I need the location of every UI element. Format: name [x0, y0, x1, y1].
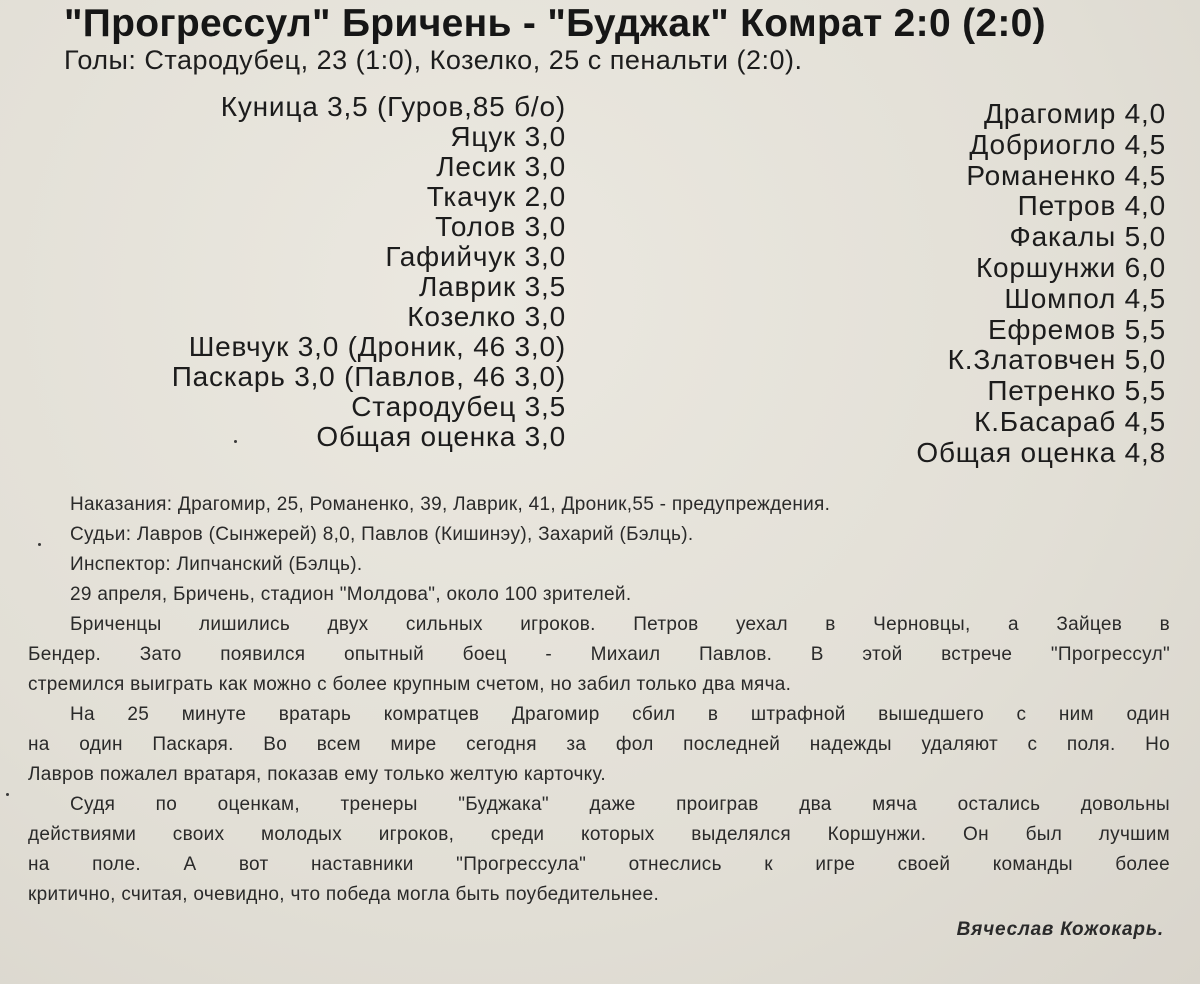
goals-line: Голы: Стародубец, 23 (1:0), Козелко, 25 с пенальти (2:0).: [64, 45, 803, 75]
referees-line: Судьи: Лавров (Сынжерей) 8,0, Павлов (Кишинэу), Захарий (Бэлць).: [70, 524, 694, 545]
paragraph-line: Бендер. Зато появился опытный боец - Михаил Павлов. В этой встрече "Прогрессул": [28, 644, 1170, 665]
penalties-line: Наказания: Драгомир, 25, Романенко, 39, Лаврик, 41, Дроник,55 - предупреждения.: [70, 494, 831, 515]
paragraph-line: Лавров пожалел вратаря, показав ему только желтую карточку.: [28, 764, 606, 785]
paragraph-line: Бриченцы лишились двух сильных игроков. Петров уехал в Черновцы, а Зайцев в: [70, 614, 1170, 635]
paragraph-line: Судя по оценкам, тренеры "Буджака" даже проиграв два мяча остались довольны: [70, 794, 1170, 815]
player-rating-right: Драгомир 4,0: [983, 98, 1166, 129]
player-rating-left: Яцук 3,0: [450, 121, 566, 152]
player-rating-right: К.Златовчен 5,0: [947, 344, 1166, 376]
paragraph-line: На 25 минуте вратарь комратцев Драгомир сбил в штрафной вышедшего с ним один: [70, 704, 1170, 725]
player-rating-left: Куница 3,5 (Гуров,85 б/о): [220, 91, 566, 122]
team-right-overall-rating: Общая оценка 4,8: [916, 436, 1166, 468]
paragraph-line: на поле. А вот наставники "Прогрессула" отнеслись к игре своей команды более: [28, 854, 1170, 875]
team-left-ratings: [60, 92, 566, 452]
team-right-ratings: [840, 99, 1166, 469]
player-rating-left: Стародубец 3,5: [351, 391, 566, 422]
player-rating-left: Лаврик 3,5: [419, 271, 566, 302]
player-rating-left: Шевчук 3,0 (Дроник, 46 3,0): [188, 331, 566, 362]
match-headline: "Прогрессул" Бричень - "Буджак" Комрат 2:0 (2:0): [64, 2, 1046, 45]
player-rating-right: Коршунжи 6,0: [975, 251, 1166, 283]
player-rating-left: Паскарь 3,0 (Павлов, 46 3,0): [171, 361, 566, 392]
player-rating-right: Факалы 5,0: [1009, 221, 1166, 253]
player-rating-right: Добриогло 4,5: [969, 128, 1166, 160]
print-speck: [6, 793, 9, 796]
player-rating-right: Романенко 4,5: [966, 159, 1166, 191]
paragraph-line: стремился выиграть как можно с более крупным счетом, но забил только два мяча.: [28, 674, 792, 695]
player-rating-left: Лесик 3,0: [436, 151, 566, 182]
author-signature: Вячеслав Кожокарь.: [956, 919, 1164, 940]
player-rating-left: Гафийчук 3,0: [385, 241, 566, 272]
player-rating-left: Ткачук 2,0: [426, 181, 566, 212]
player-rating-right: Петренко 5,5: [987, 375, 1166, 407]
team-left-overall-rating: Общая оценка 3,0: [316, 421, 566, 452]
date-venue-line: 29 апреля, Бричень, стадион "Молдова", около 100 зрителей.: [70, 584, 632, 605]
player-rating-left: Козелко 3,0: [407, 301, 566, 332]
player-rating-right: Ефремов 5,5: [987, 313, 1166, 345]
player-rating-left: Толов 3,0: [435, 211, 566, 242]
player-rating-right: К.Басараб 4,5: [974, 405, 1166, 437]
paragraph-line: действиями своих молодых игроков, среди которых выделялся Коршунжи. Он был лучшим: [28, 824, 1170, 845]
inspector-line: Инспектор: Липчанский (Бэлць).: [70, 554, 363, 575]
print-speck: [38, 543, 41, 546]
print-speck: [234, 440, 237, 443]
paragraph-line: на один Паскаря. Во всем мире сегодня за фол последней надежды удаляют с поля. Но: [28, 734, 1170, 755]
paragraph-line: критично, считая, очевидно, что победа могла быть поубедительнее.: [28, 884, 660, 905]
report-body: [28, 490, 1170, 950]
player-rating-right: Петров 4,0: [1017, 190, 1166, 222]
player-rating-right: Шомпол 4,5: [1004, 282, 1166, 314]
